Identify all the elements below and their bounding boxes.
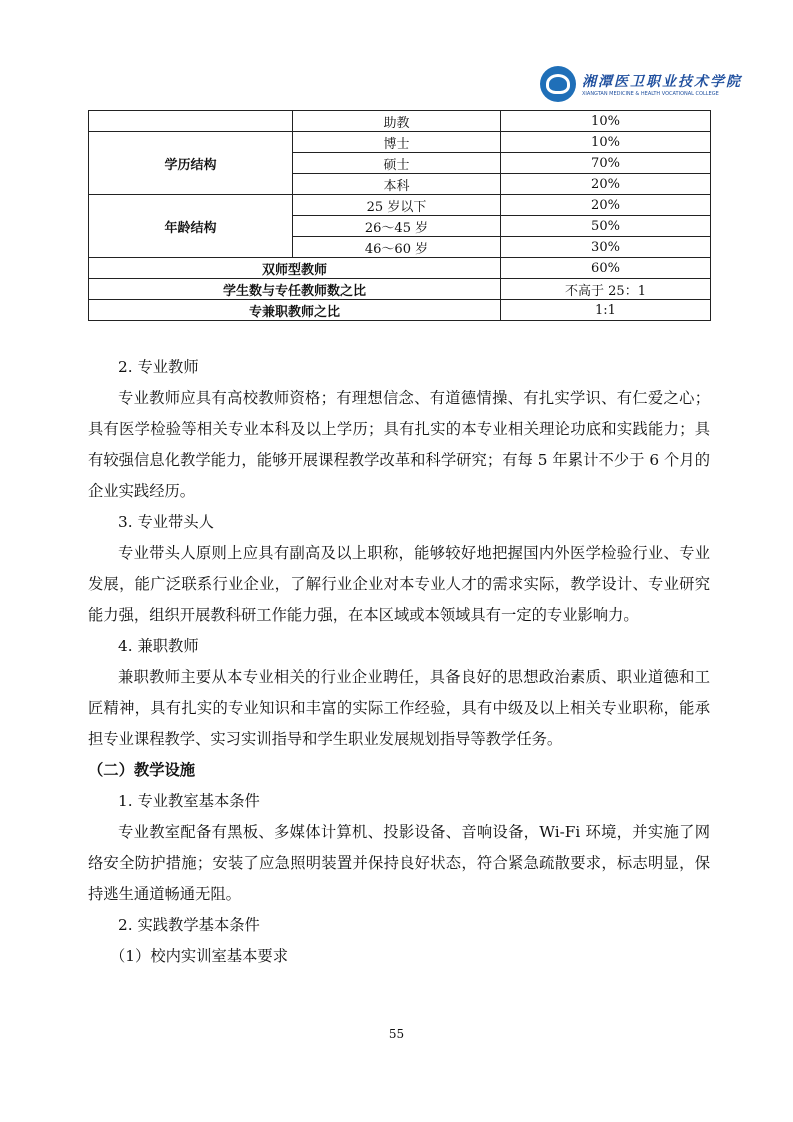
cell: 年龄结构 — [89, 195, 293, 258]
logo-cn: 湘潭医卫职业技术学院 — [582, 74, 742, 90]
cell: 学生数与专任教师数之比 — [89, 279, 501, 300]
subheading: 2. 专业教师 — [118, 358, 199, 376]
cell: 10% — [501, 132, 711, 153]
subheading: 4. 兼职教师 — [118, 637, 199, 655]
table-row — [89, 195, 711, 216]
cell: 70% — [501, 153, 711, 174]
cell: 25 岁以下 — [293, 195, 501, 216]
cell: 46～60 岁 — [293, 237, 501, 258]
paragraph: 专业带头人原则上应具有副高及以上职称，能够较好地把握国内外医学检验行业、专业发展，能广泛联系行业企业，了解行业企业对本专业人才的需求实际，教学设计、专业研究能力强，组织开展教科研工作能力强，在本区域或本领域具有一定的专业影响力。 — [88, 544, 710, 624]
college-logo — [540, 66, 742, 102]
subheading: 3. 专业带头人 — [118, 513, 214, 531]
table-row — [89, 300, 711, 321]
table-row — [89, 279, 711, 300]
table-row — [89, 132, 711, 153]
cell: 10% — [501, 111, 711, 132]
cell: 博士 — [293, 132, 501, 153]
table-row — [89, 258, 711, 279]
logo-en: XIANGTAN MEDICINE & HEALTH VOCATIONAL COLLEGE — [582, 91, 719, 97]
cell: 硕士 — [293, 153, 501, 174]
body-text — [88, 352, 710, 972]
subheading: 1. 专业教室基本条件 — [118, 792, 260, 810]
page-number: 55 — [388, 1027, 405, 1041]
section-heading: （二）教学设施 — [88, 761, 196, 779]
cell: 本科 — [293, 174, 501, 195]
cell: 60% — [501, 258, 711, 279]
cell: 不高于 25：1 — [501, 279, 711, 300]
cell: 30% — [501, 237, 711, 258]
subheading: 2. 实践教学基本条件 — [118, 916, 260, 934]
cell: 助教 — [293, 111, 501, 132]
paragraph: 专业教师应具有高校教师资格；有理想信念、有道德情操、有扎实学识、有仁爱之心；具有医学检验等相关专业本科及以上学历；具有扎实的本专业相关理论功底和实践能力；具有较强信息化教学能力，能够开展课程教学改革和科学研究；有每 5 年累计不少于 6 个月的企业实践经历。 — [88, 389, 710, 500]
subheading: （1）校内实训室基本要求 — [110, 947, 288, 965]
cell: 26～45 岁 — [293, 216, 501, 237]
college-seal-icon — [540, 66, 576, 102]
cell: 50% — [501, 216, 711, 237]
cell: 专兼职教师之比 — [89, 300, 501, 321]
cell: 学历结构 — [89, 132, 293, 195]
table-row — [89, 111, 711, 132]
cell: 20% — [501, 174, 711, 195]
teacher-structure-table — [88, 110, 711, 321]
cell: 双师型教师 — [89, 258, 501, 279]
paragraph: 兼职教师主要从本专业相关的行业企业聘任，具备良好的思想政治素质、职业道德和工匠精神，具有扎实的专业知识和丰富的实际工作经验，具有中级及以上相关专业职称，能承担专业课程教学、实习实训指导和学生职业发展规划指导等教学任务。 — [88, 668, 710, 748]
cell: 1:1 — [501, 300, 711, 321]
cell: 20% — [501, 195, 711, 216]
paragraph: 专业教室配备有黑板、多媒体计算机、投影设备、音响设备，Wi-Fi 环境，并实施了网络安全防护措施；安装了应急照明装置并保持良好状态，符合紧急疏散要求，标志明显，保持逃生通道畅通无阻。 — [88, 823, 710, 903]
